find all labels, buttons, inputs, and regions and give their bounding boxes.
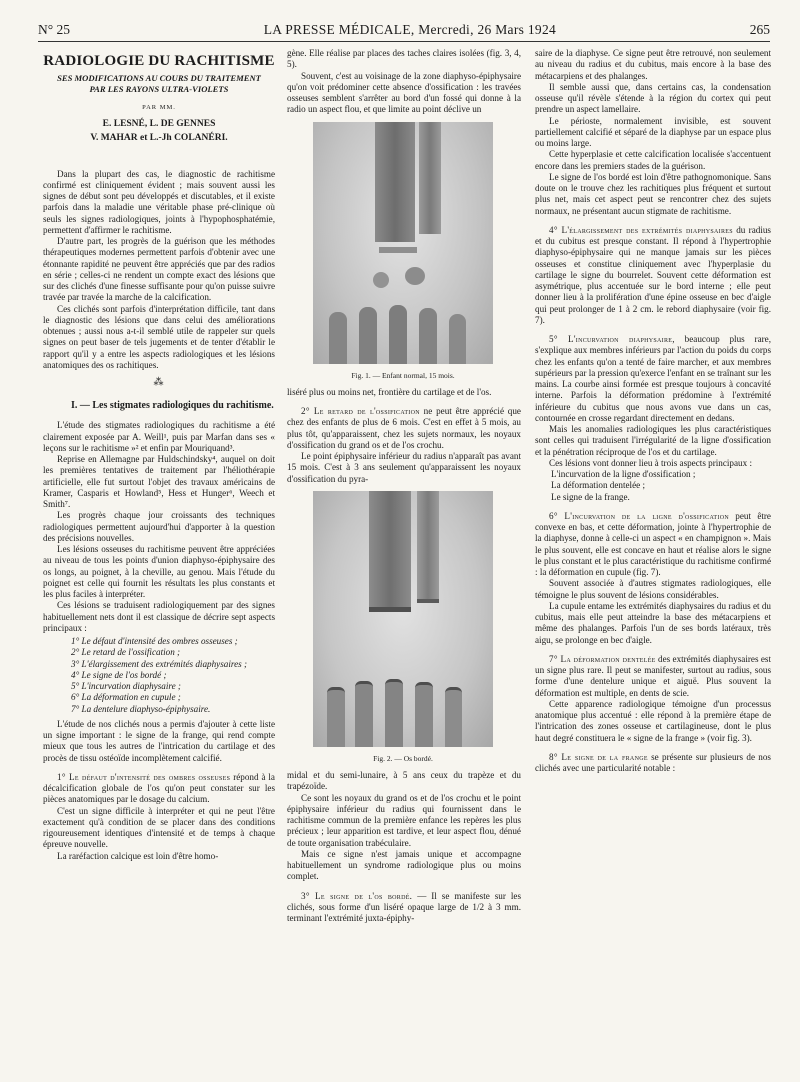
paragraph-text: se présente sur plusieurs de nos clichés avec une particularité notable : (535, 751, 771, 773)
section-heading: I. — Les stigmates radiologiques du rachitisme. (71, 400, 274, 412)
paragraph: Ces clichés sont parfois d'interprétation difficile, tant dans le diagnostic des lésions que dans celui des améliorations obtenues ; aussi nous a-t-il semblé utile de rappeler sur quels signes on peut baser de tels jugements et de tenter d'établir le rapport qu'il y a entre les aspects radiologiques et les lésions anatomiques des os rachitiques. (43, 303, 275, 370)
paragraph (287, 891, 521, 925)
paragraph-lead: 8° Le signe de la frange (549, 751, 648, 762)
list-item: 6° La déformation en cupule ; (71, 692, 181, 703)
paragraph: Cette hyperplasie et cette calcification localisée s'accentuent encore dans les premiers stades de la guérison. (535, 149, 771, 171)
paragraph-text: ne peut être apprécié que chez des enfants de plus de 6 mois. C'est en effet à 5 mois, au plus tôt, qu'apparaissent, chez les sujets normaux, les noyaux d'ossification du grand os et de l'os crochu. (287, 406, 521, 450)
paragraph-text: des extrémités diaphysaires est un signe plus rare. Il peut se manifester, surtout au radius, sous forme d'une dentelure unique et aiguë. Plus souvent la déformation est multiple, en dents de scie. (535, 653, 772, 698)
list-item: 5° L'incurvation diaphysaire ; (71, 681, 181, 691)
page-number: 265 (749, 22, 770, 37)
paragraph-text: beaucoup plus rare, s'explique aux membres inférieurs par l'action du poids du corps chez les enfants qu'on a tenté de faire marcher, et aux membres supérieurs par la pression qu'exerce l'enfant en se traînant sur les mains. La courbe ainsi formée est presque toujours à concavité interne. Parfois la déformation prédomine à l'extrémité inférieure du cubitus que nous avons vue dans un cas, contournée en crosse regardant directement en dedans. (535, 334, 771, 423)
issue-number: N° 25 (38, 22, 71, 37)
paragraph-text: du radius et du cubitus est presque constant. Il répond à l'hypertrophie diaphyso-épiphysaire qui ne manque jamais sur les pièces osseuses et constitue cliniquement avec l'hyperplasie du cartilage le signe du bourrelet. Souvent cette déformation est asymétrique, plus accentuée sur le bord interne ; elle peut donner lieu à la prolifération d'une épine osseuse en bec d'aigle qui peut prolonger de 1 à 2 cm. le rebord diaphysaire (voir fig. 7). (535, 224, 771, 325)
column-1 (43, 48, 275, 862)
paragraph: Le point épiphysaire inférieur du radius n'apparaît pas avant 15 mois. C'est à 3 ans seulement qu'apparaissent les noyaux d'ossification du pyra- (287, 451, 521, 484)
paragraph (535, 225, 771, 326)
authors-line-2: V. MAHAR et L.-Jh COLANÉRI. (90, 132, 228, 143)
paragraph: Reprise en Allemagne par Huldschindsky⁴, auquel on doit les premières tentatives de traitement par l'héliothérapie artificielle, elle fut surtout l'objet des travaux américains de Kramer, Casparis et Howland⁵, Hess et Hunger⁶, Weech et Smith⁷. (43, 454, 275, 509)
paragraph (43, 772, 275, 806)
paragraph-lead: 6° L'incurvation de la ligne d'ossification (549, 510, 729, 521)
xray-image-os-borde (313, 491, 493, 747)
authors-line-1: E. LESNÉ, L. DE GENNES (102, 118, 216, 129)
paragraph: Le signe de l'os bordé est loin d'être pathognomonique. Sans doute on le trouve chez les rachitiques plus fréquent et surtout plus net, mais cet aspect peut se rencontrer chez des sujets normaux, ne présentant aucun stigmate de rachitisme. (535, 171, 771, 216)
paragraph: C'est un signe difficile à interpréter et qui ne peut l'être exactement qu'à condition de se placer dans des conditions rigoureusement identiques d'intensité et de temps à chaque épreuve nouvelle. (43, 805, 275, 850)
list-item: 7° La dentelure diaphyso-épiphysaire. (71, 703, 211, 714)
list-item: L'incurvation de la ligne d'ossification ; (551, 469, 696, 479)
column-3 (535, 48, 771, 774)
figure-1-caption: Fig. 1. — Enfant normal, 15 mois. (351, 370, 455, 380)
paragraph-lead: 1° Le défaut d'intensité des ombres osseuses (57, 771, 231, 782)
by-line: PAR MM. (142, 104, 176, 112)
paragraph: D'autre part, les progrès de la guérison que les méthodes thérapeutiques modernes permettent parfois d'obtenir avec une étonnante rapidité ne peuvent être appréciés que par des radios en série ; celles-ci ne rendent un compte exact des lésions que sur des clichés d'une finesse suffisante pour qu'on puisse suivre travée par travée la marche de la calcification. (43, 236, 275, 303)
paragraph (535, 334, 771, 424)
paragraph: Ce sont les noyaux du grand os et de l'os crochu et le point épiphysaire inférieur du radius qui fournissent dans le rachitisme commun de la première enfance les repères les plus précieux ; leur apparition est tardive, et leur aspect flou, dénué de toute organisation trabéculaire. (287, 792, 521, 848)
figure-1 (313, 122, 493, 381)
list-item: 1° Le défaut d'intensité des ombres osseuses ; (71, 636, 238, 646)
paragraph-lead: 5° L'incurvation diaphysaire, (549, 334, 675, 344)
paragraph (535, 654, 771, 699)
signs-list (43, 636, 275, 715)
paragraph: Souvent associée à d'autres stigmates radiologiques, elle témoigne le plus souvent de lésions considérables. (535, 578, 771, 600)
paragraph: Mais ce signe n'est jamais unique et accompagne habituellement un syndrome radiologique plus ou moins complet. (287, 848, 521, 882)
paragraph: gène. Elle réalise par places des taches claires isolées (fig. 3, 4, 5). (287, 48, 521, 70)
paragraph-lead: 2° Le retard de l'ossification (301, 406, 420, 416)
paragraph: Dans la plupart des cas, le diagnostic de rachitisme confirmé est cliniquement évident ; mais souvent aussi les signes de début sont peu développés et discutables, et il existe parfois dans la maladie une véritable phase pré-clinique où seuls les signes radiologiques, joints à l'hypophosphatémie, permettent d'affirmer le rachitisme. (43, 168, 275, 235)
paragraph-lead: 7° La déformation dentelée (549, 653, 656, 664)
paragraph (535, 511, 771, 579)
paragraph: Ces lésions vont donner lieu à trois aspects principaux : (549, 457, 752, 468)
article-title: RADIOLOGIE DU RACHITISME (43, 53, 275, 69)
paragraph: Les lésions osseuses du rachitisme peuvent être appréciées au niveau de tous les points d'union diaphyso-épiphysaire des os longs, au poignet, à la cheville, au genou. Mais l'étude du poignet est celle qui fournit les résultats les plus constants et les plus faciles à interpréter. (43, 544, 275, 599)
paragraph-text: répond à la décalcification globale de l'os qu'on peut constater sur les pièces anatomiques par le dosage du calcium. (43, 771, 275, 805)
figure-2 (313, 491, 493, 764)
paragraph: L'étude de nos clichés nous a permis d'ajouter à cette liste un signe important : le signe de la frange, qui rend compte mieux que tous les autres de l'intrication du cartilage et des procès de tissu ostéoïde incomplètement calcifié. (43, 718, 275, 763)
paragraph: Il semble aussi que, dans certains cas, la condensation osseuse qu'il révèle s'étende à la région du cortex qui peut prendre un aspect lamellaire. (535, 81, 771, 115)
paragraph: L'étude des stigmates radiologiques du rachitisme a été clairement exposée par A. Weill¹, puis par Marfan dans ses « leçons sur le rachitisme »² et enfin par Mouriquand³. (43, 420, 275, 453)
list-item: Le signe de la frange. (551, 491, 630, 502)
paragraph (535, 752, 771, 775)
page-header (38, 18, 770, 42)
paragraph: midal et du semi-lunaire, à 5 ans ceux du trapèze et du trapézoïde. (287, 770, 521, 792)
paragraph: Les progrès chaque jour croissants des techniques radiologiques permettent aujourd'hui d'apporter à la question des précisions nouvelles. (43, 510, 275, 543)
lesions-list (535, 469, 771, 503)
paragraph-text: — Il se manifeste sur les clichés, sous forme d'un liséré opaque large de 1/2 à 3 mm. terminant l'extrémité juxta-épiphy- (287, 890, 521, 923)
paragraph: La raréfaction calcique est loin d'être homo- (57, 850, 219, 861)
paragraph-lead: 3° Le signe de l'os bordé. (301, 890, 413, 901)
paragraph: Cette apparence radiologique témoigne d'un processus anatomique plus accentué : elle répond à la première étape de l'intrication des zones osseuse et cartilagineuse, dont le plus haut degré constituera le « signe de la frange » (voir fig. 3). (535, 698, 771, 743)
list-item: La déformation dentelée ; (551, 480, 645, 491)
paragraph: Le périoste, normalement invisible, est souvent partiellement calcifié et séparé de la diaphyse par un espace plus ou moins large. (535, 115, 771, 148)
column-2 (287, 48, 521, 924)
paragraph: Souvent, c'est au voisinage de la zone diaphyso-épiphysaire qu'on voit prédominer cette absence d'ossification : les travées osseuses semblent s'arrêter au bord d'un fossé qui donne à la radio un aspect flou, et que limite au point déclive un (287, 70, 521, 115)
xray-image-normal (313, 122, 493, 364)
paragraph: saire de la diaphyse. Ce signe peut être retrouvé, non seulement au niveau du radius et du cubitus, mais encore à la base des métacarpiens et des phalanges. (535, 48, 771, 81)
section-separator: ⁂ (153, 377, 165, 388)
figure-2-caption: Fig. 2. — Os bordé. (373, 753, 433, 763)
list-item: 2° Le retard de l'ossification ; (71, 647, 181, 658)
article-subtitle-2: PAR LES RAYONS ULTRA-VIOLETS (89, 84, 229, 95)
paragraph-text: peut être convexe en bas, et cette déformation, jointe à l'hypertrophie de la diaphyse, donne à celle-ci un aspect « en champignon ». Mais le plus souvent, elle est concave en haut et réalise alors le signe le plus constant et le plus caractéristique du rachitisme confirmé : la déformation en cupule (fig. 7). (535, 510, 771, 577)
list-item: 3° L'élargissement des extrémités diaphysaires ; (71, 658, 247, 669)
paragraph: La cupule entame les extrémités diaphysaires du radius et du cubitus, mais elle peut atteindre la base des métacarpiens et même des phalanges. Parfois l'un de ses bords latéraux, très aigu, se prolonge en bec d'aigle. (535, 600, 771, 645)
paragraph: Ces lésions se traduisent radiologiquement par des signes habituellement nets dont il est classique de décrire sept aspects principaux : (43, 600, 275, 633)
journal-title: LA PRESSE MÉDICALE, Mercredi, 26 Mars 1924 (263, 22, 557, 37)
paragraph: Mais les anomalies radiologiques les plus caractéristiques sont celles qui traduisent l'irrégularité de la ligne d'ossification et la pénétration réciproque de l'os et du cartilage. (535, 424, 771, 457)
header-rule (38, 41, 770, 42)
paragraph (287, 406, 521, 451)
list-item: 4° Le signe de l'os bordé ; (71, 669, 167, 680)
paragraph-lead: 4° L'élargissement des extrémités diaphysaires (549, 224, 733, 235)
paragraph: liséré plus ou moins net, frontière du cartilage et de l'os. (287, 386, 492, 397)
article-subtitle-1: SES MODIFICATIONS AU COURS DU TRAITEMENT (57, 73, 261, 84)
